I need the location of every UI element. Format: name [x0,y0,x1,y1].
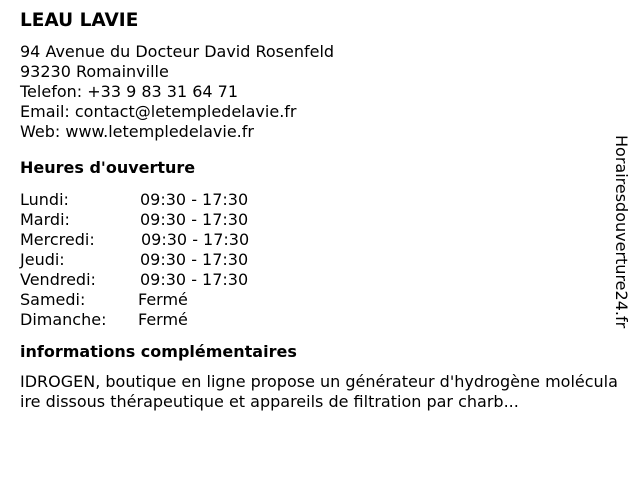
contact-block [20,42,610,142]
day-hours: Fermé [138,310,188,329]
hours-row-mardi [20,210,610,230]
website-link[interactable]: Web: www.letempledelavie.fr [20,122,254,141]
info-heading: informations complémentaires [20,342,297,361]
day-label: Lundi: [20,190,69,209]
hours-row-jeudi [20,250,610,270]
hours-row-dimanche [20,310,610,330]
address-street: 94 Avenue du Docteur David Rosenfeld [20,42,335,61]
hours-row-mercredi [20,230,610,250]
day-label: Samedi: [20,290,86,309]
info-description: IDROGEN, boutique en ligne propose un générateur d'hydrogène moléculaire dissous thérapeutique et appareils de filtration par charb... [20,372,618,411]
day-label: Jeudi: [20,250,65,269]
phone-number[interactable]: Telefon: +33 9 83 31 64 71 [20,82,239,101]
day-label: Dimanche: [20,310,107,329]
day-hours: Fermé [138,290,188,309]
site-watermark-link[interactable]: Horairesdouverture24.fr [612,135,631,329]
day-label: Mardi: [20,210,70,229]
day-hours: 09:30 - 17:30 [140,270,249,289]
day-hours: 09:30 - 17:30 [140,250,249,269]
email-address[interactable]: Email: contact@letempledelavie.fr [20,102,297,121]
business-name: LEAU LAVIE [20,10,139,31]
day-label: Mercredi: [20,230,95,249]
day-hours: 09:30 - 17:30 [140,190,249,209]
day-hours: 09:30 - 17:30 [140,210,249,229]
business-card [20,10,618,412]
opening-hours-table [20,190,610,330]
hours-row-samedi [20,290,610,310]
day-hours: 09:30 - 17:30 [141,230,250,249]
hours-heading: Heures d'ouverture [20,158,196,177]
address-city: 93230 Romainville [20,62,169,81]
hours-row-vendredi [20,270,610,290]
day-label: Vendredi: [20,270,96,289]
hours-row-lundi [20,190,610,210]
